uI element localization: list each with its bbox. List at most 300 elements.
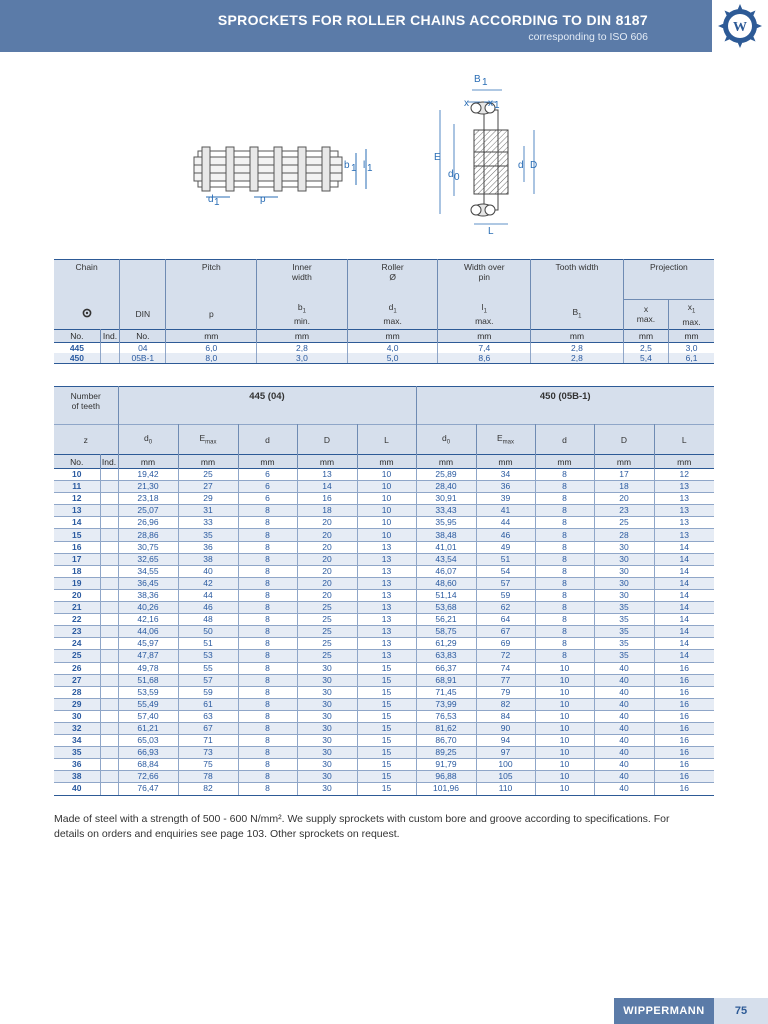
table-cell: 30 [297, 783, 357, 795]
table-cell: 15 [357, 747, 416, 759]
table-cell: 14 [654, 541, 714, 553]
table-cell: 8 [238, 626, 297, 638]
table-cell: 65,03 [118, 735, 178, 747]
svg-text:D: D [530, 160, 538, 171]
table-row [54, 505, 714, 517]
table-cell [100, 747, 118, 759]
table-cell: 14 [654, 589, 714, 601]
table-cell: 40 [594, 771, 654, 783]
col-pitch: Pitch [166, 260, 257, 300]
table-cell: 13 [357, 602, 416, 614]
table-cell: 54 [476, 565, 535, 577]
table-row [54, 662, 714, 674]
table-cell: 20 [297, 541, 357, 553]
table-cell: 61,29 [416, 638, 476, 650]
table-cell: 15 [54, 529, 100, 541]
table-row [54, 783, 714, 795]
table-cell: 73,99 [416, 698, 476, 710]
table-cell: 30,91 [416, 493, 476, 505]
table-cell: 42,16 [118, 614, 178, 626]
table-cell: 40 [594, 710, 654, 722]
table-row [54, 674, 714, 686]
material-note: Made of steel with a strength of 500 - 600 N/mm². We supply sprockets with custom bore and groove according to specifications. For details on orders and enquiries see page 103. Other sprockets on request. [54, 813, 670, 840]
table-cell: 82 [178, 783, 238, 795]
table-cell: 16 [654, 686, 714, 698]
table-cell: 29 [54, 698, 100, 710]
table-cell: 75 [178, 759, 238, 771]
table-cell: 13 [654, 505, 714, 517]
table-cell [100, 710, 118, 722]
page-title: SPROCKETS FOR ROLLER CHAINS ACCORDING TO DIN 8187 [217, 12, 648, 28]
table-row [54, 565, 714, 577]
table-cell: 15 [357, 662, 416, 674]
table-cell: 38,48 [416, 529, 476, 541]
table-row [54, 735, 714, 747]
table-cell: 13 [357, 614, 416, 626]
table-cell: 10 [535, 722, 594, 734]
table-cell: 19 [54, 577, 100, 589]
table-row [54, 710, 714, 722]
table-cell: 94 [476, 735, 535, 747]
table-cell: 82 [476, 698, 535, 710]
table-cell: 16 [654, 674, 714, 686]
table-cell: 16 [654, 710, 714, 722]
table-cell: 76,47 [118, 783, 178, 795]
table-cell: 13 [357, 638, 416, 650]
table-cell: 20 [297, 553, 357, 565]
table-cell: 30 [297, 710, 357, 722]
table-cell: 58,75 [416, 626, 476, 638]
table-cell: 30 [297, 686, 357, 698]
table-cell: 14 [654, 638, 714, 650]
table-cell: 23 [594, 505, 654, 517]
table-cell: 105 [476, 771, 535, 783]
table-cell [100, 481, 118, 493]
table-cell: 19,42 [118, 469, 178, 481]
table-cell: 14 [654, 614, 714, 626]
table-cell: 57 [178, 674, 238, 686]
table-cell: 15 [357, 771, 416, 783]
table-cell: 15 [357, 759, 416, 771]
table-cell [100, 650, 118, 662]
svg-text:x: x [488, 98, 493, 109]
table-cell: 8 [238, 505, 297, 517]
table-cell: 30 [297, 662, 357, 674]
table-cell: 35 [594, 638, 654, 650]
table-cell: 14 [654, 650, 714, 662]
table-cell: 13 [654, 517, 714, 529]
table-cell [100, 602, 118, 614]
table-cell: 96,88 [416, 771, 476, 783]
table-cell: 40 [594, 686, 654, 698]
table-row [54, 541, 714, 553]
table-cell: 16 [297, 493, 357, 505]
table-cell: 20 [297, 529, 357, 541]
table-cell: 17 [594, 469, 654, 481]
table-cell: 13 [357, 626, 416, 638]
table-cell: 10 [535, 662, 594, 674]
table-cell: 49 [476, 541, 535, 553]
table-cell: 18 [54, 565, 100, 577]
table-cell: 56,21 [416, 614, 476, 626]
table-cell: 15 [357, 710, 416, 722]
sprocket-drawing [430, 66, 550, 236]
table-cell: 30 [297, 674, 357, 686]
table-cell: 8 [535, 638, 594, 650]
col-width-over-pin: Width over pin [438, 260, 531, 300]
table-cell: 40 [594, 722, 654, 734]
table-row [54, 747, 714, 759]
table-cell: 8 [535, 589, 594, 601]
table-row [54, 698, 714, 710]
table-cell: 6 [238, 481, 297, 493]
table-cell: 16 [654, 747, 714, 759]
table-cell: 8 [238, 759, 297, 771]
table-cell: 28 [594, 529, 654, 541]
table-cell [100, 517, 118, 529]
table-cell: 14 [654, 602, 714, 614]
table-cell: 51 [178, 638, 238, 650]
table-cell: 16 [654, 771, 714, 783]
table-cell [100, 686, 118, 698]
table-cell: 36 [476, 481, 535, 493]
table-cell: 55,49 [118, 698, 178, 710]
table-row [54, 589, 714, 601]
table-row [54, 650, 714, 662]
table-cell: 10 [357, 469, 416, 481]
col-roller: Roller Ø [347, 260, 438, 300]
table-cell: 35 [594, 650, 654, 662]
table-cell: 25 [594, 517, 654, 529]
table-cell: 13 [357, 650, 416, 662]
col-projection: Projection [623, 260, 714, 300]
table-cell: 42 [178, 577, 238, 589]
table-row [54, 493, 714, 505]
table-cell: 25 [178, 469, 238, 481]
table-row [54, 759, 714, 771]
table-cell: 40 [594, 698, 654, 710]
table-cell: 16 [654, 735, 714, 747]
table-cell: 59 [476, 589, 535, 601]
table-cell: 30 [594, 541, 654, 553]
table-cell: 33 [178, 517, 238, 529]
table-cell: 25 [297, 602, 357, 614]
table-cell: 71 [178, 735, 238, 747]
table-cell: 53 [178, 650, 238, 662]
table-cell: 38,36 [118, 589, 178, 601]
svg-text:0: 0 [454, 172, 460, 183]
table-cell: 51,14 [416, 589, 476, 601]
number-of-teeth-header: Number of teeth [54, 387, 118, 425]
table-cell: 12 [54, 493, 100, 505]
table-cell: 39 [476, 493, 535, 505]
table-cell: 13 [654, 481, 714, 493]
group-445-header: 445 (04) [118, 387, 416, 425]
table-cell: 55 [178, 662, 238, 674]
table-cell: 67 [476, 626, 535, 638]
table-cell: 40 [594, 747, 654, 759]
col-chain: Chain [54, 260, 120, 300]
table-cell: 68,91 [416, 674, 476, 686]
table-cell [100, 626, 118, 638]
table-cell: 51,68 [118, 674, 178, 686]
table-cell: 91,79 [416, 759, 476, 771]
table-cell: 35 [594, 626, 654, 638]
table-cell: 35 [594, 602, 654, 614]
table-cell: 10 [357, 505, 416, 517]
table-row: 445 04 6,0 2,8 4,0 7,4 2,8 2,5 3,0 [54, 342, 714, 353]
table-cell: 23 [54, 626, 100, 638]
table-cell: 30 [54, 710, 100, 722]
table-row [54, 553, 714, 565]
table-cell: 10 [535, 674, 594, 686]
table-cell: 10 [535, 747, 594, 759]
table-cell: 35,95 [416, 517, 476, 529]
table-cell: 86,70 [416, 735, 476, 747]
table-cell: 18 [297, 505, 357, 517]
table-cell: 47,87 [118, 650, 178, 662]
table-cell: 77 [476, 674, 535, 686]
table-cell: 45,97 [118, 638, 178, 650]
table-cell: 16 [654, 698, 714, 710]
table-cell: 8 [535, 553, 594, 565]
table-cell [100, 469, 118, 481]
table-cell: 16 [654, 759, 714, 771]
table-cell: 33,43 [416, 505, 476, 517]
table-cell: 8 [238, 577, 297, 589]
table-row [54, 626, 714, 638]
units-row: No. Ind. mm mm mm mm mm mm mm mm mm mm [54, 455, 714, 469]
table-cell: 40 [178, 565, 238, 577]
svg-text:d: d [208, 194, 214, 205]
svg-text:l: l [363, 160, 366, 171]
table-cell: 40 [594, 674, 654, 686]
table-cell: 30 [594, 565, 654, 577]
table-cell: 61,21 [118, 722, 178, 734]
svg-text:1: 1 [367, 163, 373, 174]
svg-text:W: W [733, 20, 747, 35]
table-cell: 8 [238, 638, 297, 650]
table-cell: 26,96 [118, 517, 178, 529]
table-cell [100, 589, 118, 601]
svg-text:p: p [260, 194, 266, 205]
table-cell: 15 [357, 722, 416, 734]
table-cell: 12 [654, 469, 714, 481]
table-cell: 14 [654, 577, 714, 589]
table-cell: 20 [297, 577, 357, 589]
table-cell: 51 [476, 553, 535, 565]
sprocket-dimension-table: Number of teeth 445 (04) 450 (05B-1) z $d_0$ $E_{max}$ d D L $d_0$ $E_{max}$ d D L No. Ind. mm mm mm mm mm mm mm mm mm mm 10 19,42 25 6 13 10 25,89 34 8 17 12 11 21,30 27 6 14 10 28,40 36 8 18 13 12 23,18 29 6 16 10 30,91 39 8 20 13 13 25,07 31 8 18 10 33,43 41 8 23 13 14 26,96 33 8 20 10 35,95 44 8 25 13 15 28,86 35 8 20 10 38,48 46 8 28 13 16 30,75 36 8 20 13 41,01 49 8 30 14 17 32,65 38 8 20 13 43,54 51 8 30 14 18 34,55 40 8 20 13 46,07 54 8 30 14 19 36,45 42 8 20 13 48,60 57 8 30 14 20 38,36 44 8 20 13 51,14 59 8 30 14 21 40,26 46 8 25 13 53,68 62 8 35 14 22 42,16 48 8 25 13 56,21 64 8 35 14 23 44,06 50 8 25 13 58,75 67 8 35 14 24 45,97 51 8 25 13 61,29 69 8 35 14 25 47,87 53 8 25 13 63,83 72 8 35 14 26 49,78 55 8 30 15 66,37 74 10 40 16 27 51,68 57 8 30 15 68,91 77 10 40 16 28 53,59 59 8 30 15 71,45 79 10 40 16 29 55,49 61 8 30 15 73,99 82 10 40 16 30 57,40 63 8 30 15 76,53 84 10 40 16 32 61,21 67 8 30 15 81,62 90 10 40 16 34 65,03 71 8 30 15 86,70 94 10 40 16 35 66,93 73 8 30 15 89,25 97 10 40 16 36 68,84 75 8 30 15 91,79 100 10 40 16 38 72,66 78 8 30 15 96,88 105 10 40 16 40 76,47 82 8 30 15 101,96 110 10 40 16 [54, 386, 714, 796]
table-cell: 25 [297, 614, 357, 626]
table-cell: 64 [476, 614, 535, 626]
table-cell: 8 [535, 577, 594, 589]
table-cell: 8 [238, 686, 297, 698]
table-cell: 28,40 [416, 481, 476, 493]
table-cell: 20 [297, 589, 357, 601]
table-cell: 8 [535, 565, 594, 577]
table-row [54, 469, 714, 481]
table-cell: 13 [357, 553, 416, 565]
table-row [54, 529, 714, 541]
table-cell [100, 771, 118, 783]
table-cell: 69 [476, 638, 535, 650]
table-cell: 8 [238, 747, 297, 759]
table-cell: 41,01 [416, 541, 476, 553]
table-cell: 8 [238, 698, 297, 710]
table-cell: 72,66 [118, 771, 178, 783]
table-cell: 32,65 [118, 553, 178, 565]
table-cell: 81,62 [416, 722, 476, 734]
table-cell: 30 [297, 747, 357, 759]
table-cell: 8 [238, 722, 297, 734]
table-cell [100, 722, 118, 734]
table-cell: 8 [238, 517, 297, 529]
table-cell: 8 [238, 589, 297, 601]
svg-text:d: d [518, 160, 524, 171]
table-cell: 36,45 [118, 577, 178, 589]
table-cell: 13 [357, 577, 416, 589]
table-cell: 40 [594, 662, 654, 674]
svg-text:1: 1 [214, 197, 220, 208]
table-cell: 10 [535, 710, 594, 722]
table-cell: 35 [178, 529, 238, 541]
table-cell: 8 [238, 529, 297, 541]
gear-symbol-icon [54, 300, 120, 330]
page-subtitle: corresponding to ISO 606 [528, 31, 648, 43]
table-cell: 16 [654, 662, 714, 674]
table-cell: 73 [178, 747, 238, 759]
table-row [54, 577, 714, 589]
table-cell: 20 [594, 493, 654, 505]
table-cell: 15 [357, 783, 416, 795]
table-cell: 27 [178, 481, 238, 493]
table-cell: 8 [535, 469, 594, 481]
table-cell: 15 [357, 735, 416, 747]
table-cell: 10 [535, 698, 594, 710]
table-cell [100, 638, 118, 650]
table-cell: 17 [54, 553, 100, 565]
table-cell: 13 [297, 469, 357, 481]
table-cell: 8 [535, 493, 594, 505]
gear-logo-icon [714, 0, 766, 52]
table-cell: 25 [297, 638, 357, 650]
table-cell: 63 [178, 710, 238, 722]
table-cell: 14 [297, 481, 357, 493]
page-number: 75 [714, 998, 768, 1024]
table-cell: 8 [535, 517, 594, 529]
table-cell: 30 [297, 698, 357, 710]
table-cell: 8 [238, 710, 297, 722]
table-cell: 32 [54, 722, 100, 734]
table-cell: 48,60 [416, 577, 476, 589]
table-cell: 8 [238, 602, 297, 614]
table-row [54, 638, 714, 650]
table-cell: 8 [238, 541, 297, 553]
table-cell [100, 783, 118, 795]
table-cell: 79 [476, 686, 535, 698]
table-cell [100, 505, 118, 517]
table-cell: 25 [297, 626, 357, 638]
table-cell: 74 [476, 662, 535, 674]
table-cell: 34 [476, 469, 535, 481]
table-cell: 25 [54, 650, 100, 662]
svg-text:E: E [434, 152, 441, 163]
table-cell: 66,37 [416, 662, 476, 674]
table-cell: 57,40 [118, 710, 178, 722]
col-inner-width: Inner width [257, 260, 348, 300]
units-row: No. Ind. No. mm mm mm mm mm mm mm [54, 329, 714, 342]
table-cell: 59 [178, 686, 238, 698]
table-cell: 49,78 [118, 662, 178, 674]
table-cell: 8 [238, 783, 297, 795]
table-cell: 10 [357, 529, 416, 541]
table-cell: 71,45 [416, 686, 476, 698]
table-cell: 16 [654, 783, 714, 795]
svg-text:1: 1 [494, 100, 500, 111]
table-cell: 8 [535, 505, 594, 517]
table-cell: 16 [54, 541, 100, 553]
table-row [54, 517, 714, 529]
table-cell: 8 [535, 529, 594, 541]
table-cell: 8 [535, 626, 594, 638]
table-cell: 40 [54, 783, 100, 795]
table-cell: 97 [476, 747, 535, 759]
svg-text:L: L [488, 226, 494, 236]
table-cell: 53,59 [118, 686, 178, 698]
table-cell: 8 [238, 565, 297, 577]
table-cell: 6 [238, 469, 297, 481]
table-cell: 14 [654, 553, 714, 565]
table-cell: 13 [54, 505, 100, 517]
table-cell: 46 [476, 529, 535, 541]
table-cell: 40,26 [118, 602, 178, 614]
table-cell: 8 [535, 650, 594, 662]
table-cell [100, 541, 118, 553]
table-cell: 11 [54, 481, 100, 493]
table-cell [100, 493, 118, 505]
table-cell: 14 [654, 565, 714, 577]
svg-text:d: d [448, 169, 454, 180]
table-cell [100, 614, 118, 626]
footer-brand: WIPPERMANN [614, 998, 714, 1024]
table-cell: 30 [297, 759, 357, 771]
table-row: 450 05B-1 8,0 3,0 5,0 8,6 2,8 5,4 6,1 [54, 353, 714, 364]
table-cell: 10 [535, 759, 594, 771]
table-cell: 30 [297, 722, 357, 734]
svg-text:1: 1 [482, 77, 488, 88]
col-tooth-width: Tooth width [531, 260, 624, 300]
table-cell: 22 [54, 614, 100, 626]
group-450-header: 450 (05B-1) [416, 387, 714, 425]
table-cell: 8 [238, 553, 297, 565]
table-cell: 20 [297, 565, 357, 577]
table-cell: 21,30 [118, 481, 178, 493]
table-cell: 18 [594, 481, 654, 493]
table-cell: 25,07 [118, 505, 178, 517]
table-cell: 44 [178, 589, 238, 601]
table-cell: 62 [476, 602, 535, 614]
table-cell [100, 565, 118, 577]
table-row [54, 771, 714, 783]
table-cell: 30 [594, 589, 654, 601]
table-cell: 68,84 [118, 759, 178, 771]
chain-spec-table: Chain Pitch Inner width Roller Ø Width over pin Tooth width Projection DIN p $b_1$ min. $d_1$ max. $l_1$ max. $B_1$ x max. $x_1$ max. No. Ind. No. mm mm mm mm mm mm mm 445 04 6,0 2,8 4,0 7,4 2,8 2,5 3,0 450 05B-1 8,0 3,0 5,0 8,6 2,8 5,4 6,1 [54, 259, 714, 364]
table-cell: 31 [178, 505, 238, 517]
table-row [54, 722, 714, 734]
table-cell: 30 [297, 735, 357, 747]
table-row [54, 602, 714, 614]
svg-text:B: B [474, 74, 481, 85]
